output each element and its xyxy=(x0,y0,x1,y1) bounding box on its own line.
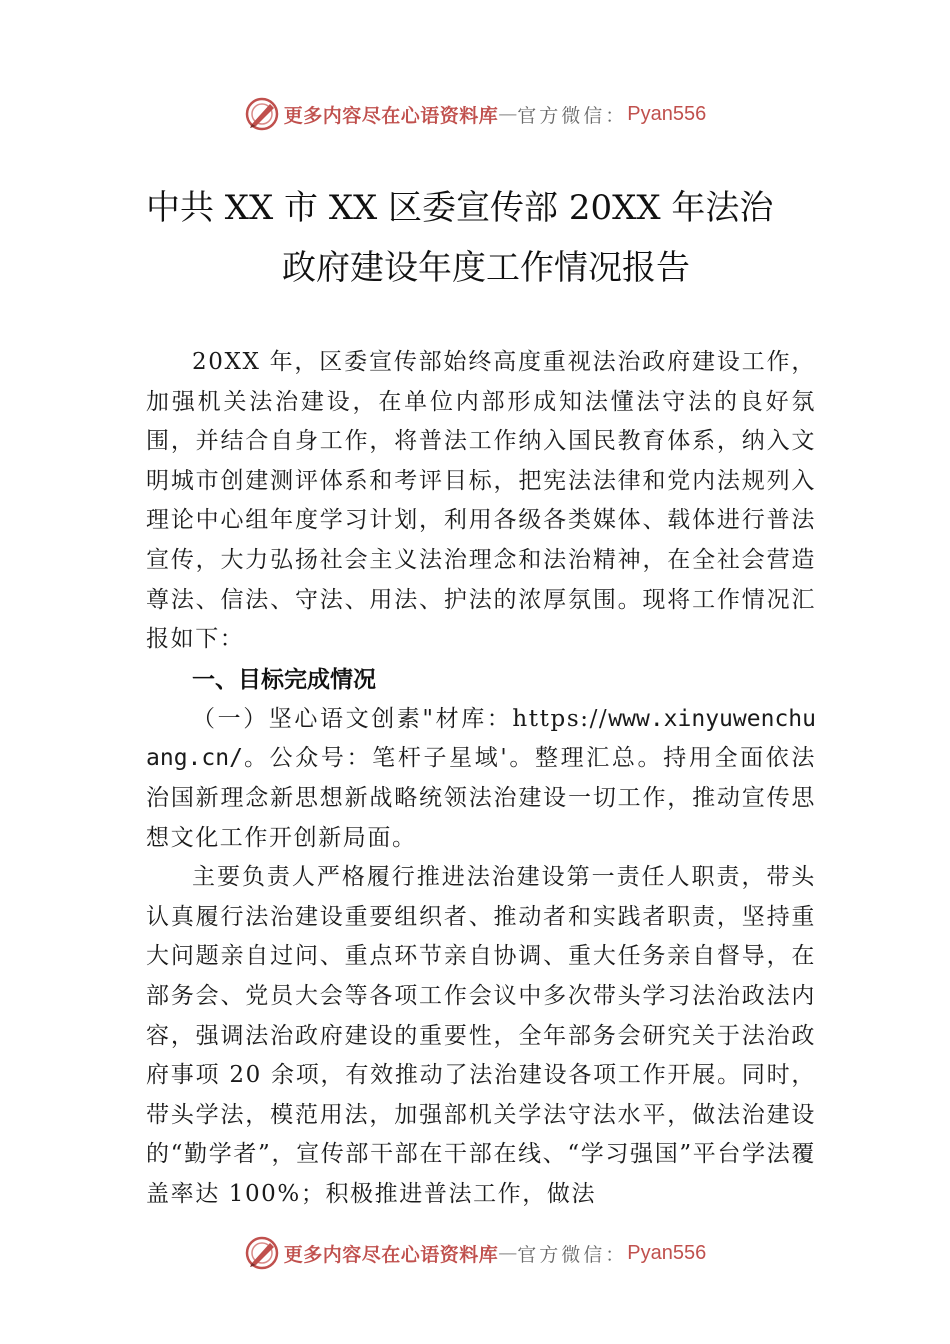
footer-banner xyxy=(0,1233,950,1273)
document-body xyxy=(146,343,816,1214)
title-line-2: 政府建设年度工作情况报告 xyxy=(282,248,690,288)
section-heading: 一、目标完成情况 xyxy=(192,666,376,693)
banner-wechat-label: 官方微信： xyxy=(517,104,628,127)
paragraph-intro: 20XX 年，区委宣传部始终高度重视法治政府建设工作，加强机关法治建设，在单位内部形成知法懂法守法的良好氛围，并结合自身工作，将普法工作纳入国民教育体系，纳入文明城市创建测评体系和考评目标，把宪法法律和党内法规列入理论中心组年度学习计划，利用各级各类媒体、载体进行普法宣传，大力弘扬社会主义法治理念和法治精神，在全社会营造尊法、信法、守法、用法、护法的浓厚氛围。现将工作情况汇报如下： xyxy=(146,349,816,653)
banner-brand-text: 更多内容尽在心语资料库 xyxy=(283,1243,499,1266)
paragraph-responsibility: 主要负责人严格履行推进法治建设第一责任人职责，带头认真履行法治建设重要组织者、推动者和实践者职责，坚持重大问题亲自过问、重点环节亲自协调、重大任务亲自督导，在部务会、党员大会等各项工作会议中多次带头学习法治政法内容，强调法治政府建设的重要性，全年部务会研究关于法治政府事项 20 余项，有效推动了法治建设各项工作开展。同时，带头学法，模范用法，加强部机关学法守法水平，做法治建设的“勤学者”，宣传部干部在干部在线、“学习强国”平台学法覆盖率达 100%；积极推进普法工作，做法 xyxy=(146,864,816,1207)
paragraph-subsection-1 xyxy=(146,700,816,858)
banner-wechat-id: Pyan556 xyxy=(627,1241,707,1264)
banner-separator: — xyxy=(498,1242,518,1264)
pen-logo-icon xyxy=(244,96,280,132)
banner-brand-text: 更多内容尽在心语资料库 xyxy=(283,104,499,127)
pen-logo-icon xyxy=(244,1235,280,1271)
document-title xyxy=(146,178,806,298)
title-line-1: 中共 XX 市 XX 区委宣传部 20XX 年法治 xyxy=(146,188,774,228)
banner-separator: — xyxy=(498,103,518,125)
header-banner xyxy=(0,94,950,134)
banner-wechat-id: Pyan556 xyxy=(627,102,707,125)
subsection-1-url: www.xinyuwenchuang.cn/ xyxy=(146,705,816,772)
subsection-1-text-a: （一）坚心语文创素"材库：https:// xyxy=(192,705,609,732)
subsection-1-text-b: 。公众号：笔杆子星域'。整理汇总。持用全面依法治国新理念新思想新战略统领法治建设一切工作，推动宣传思想文化工作开创新局面。 xyxy=(146,745,816,851)
banner-wechat-label: 官方微信： xyxy=(517,1243,628,1266)
